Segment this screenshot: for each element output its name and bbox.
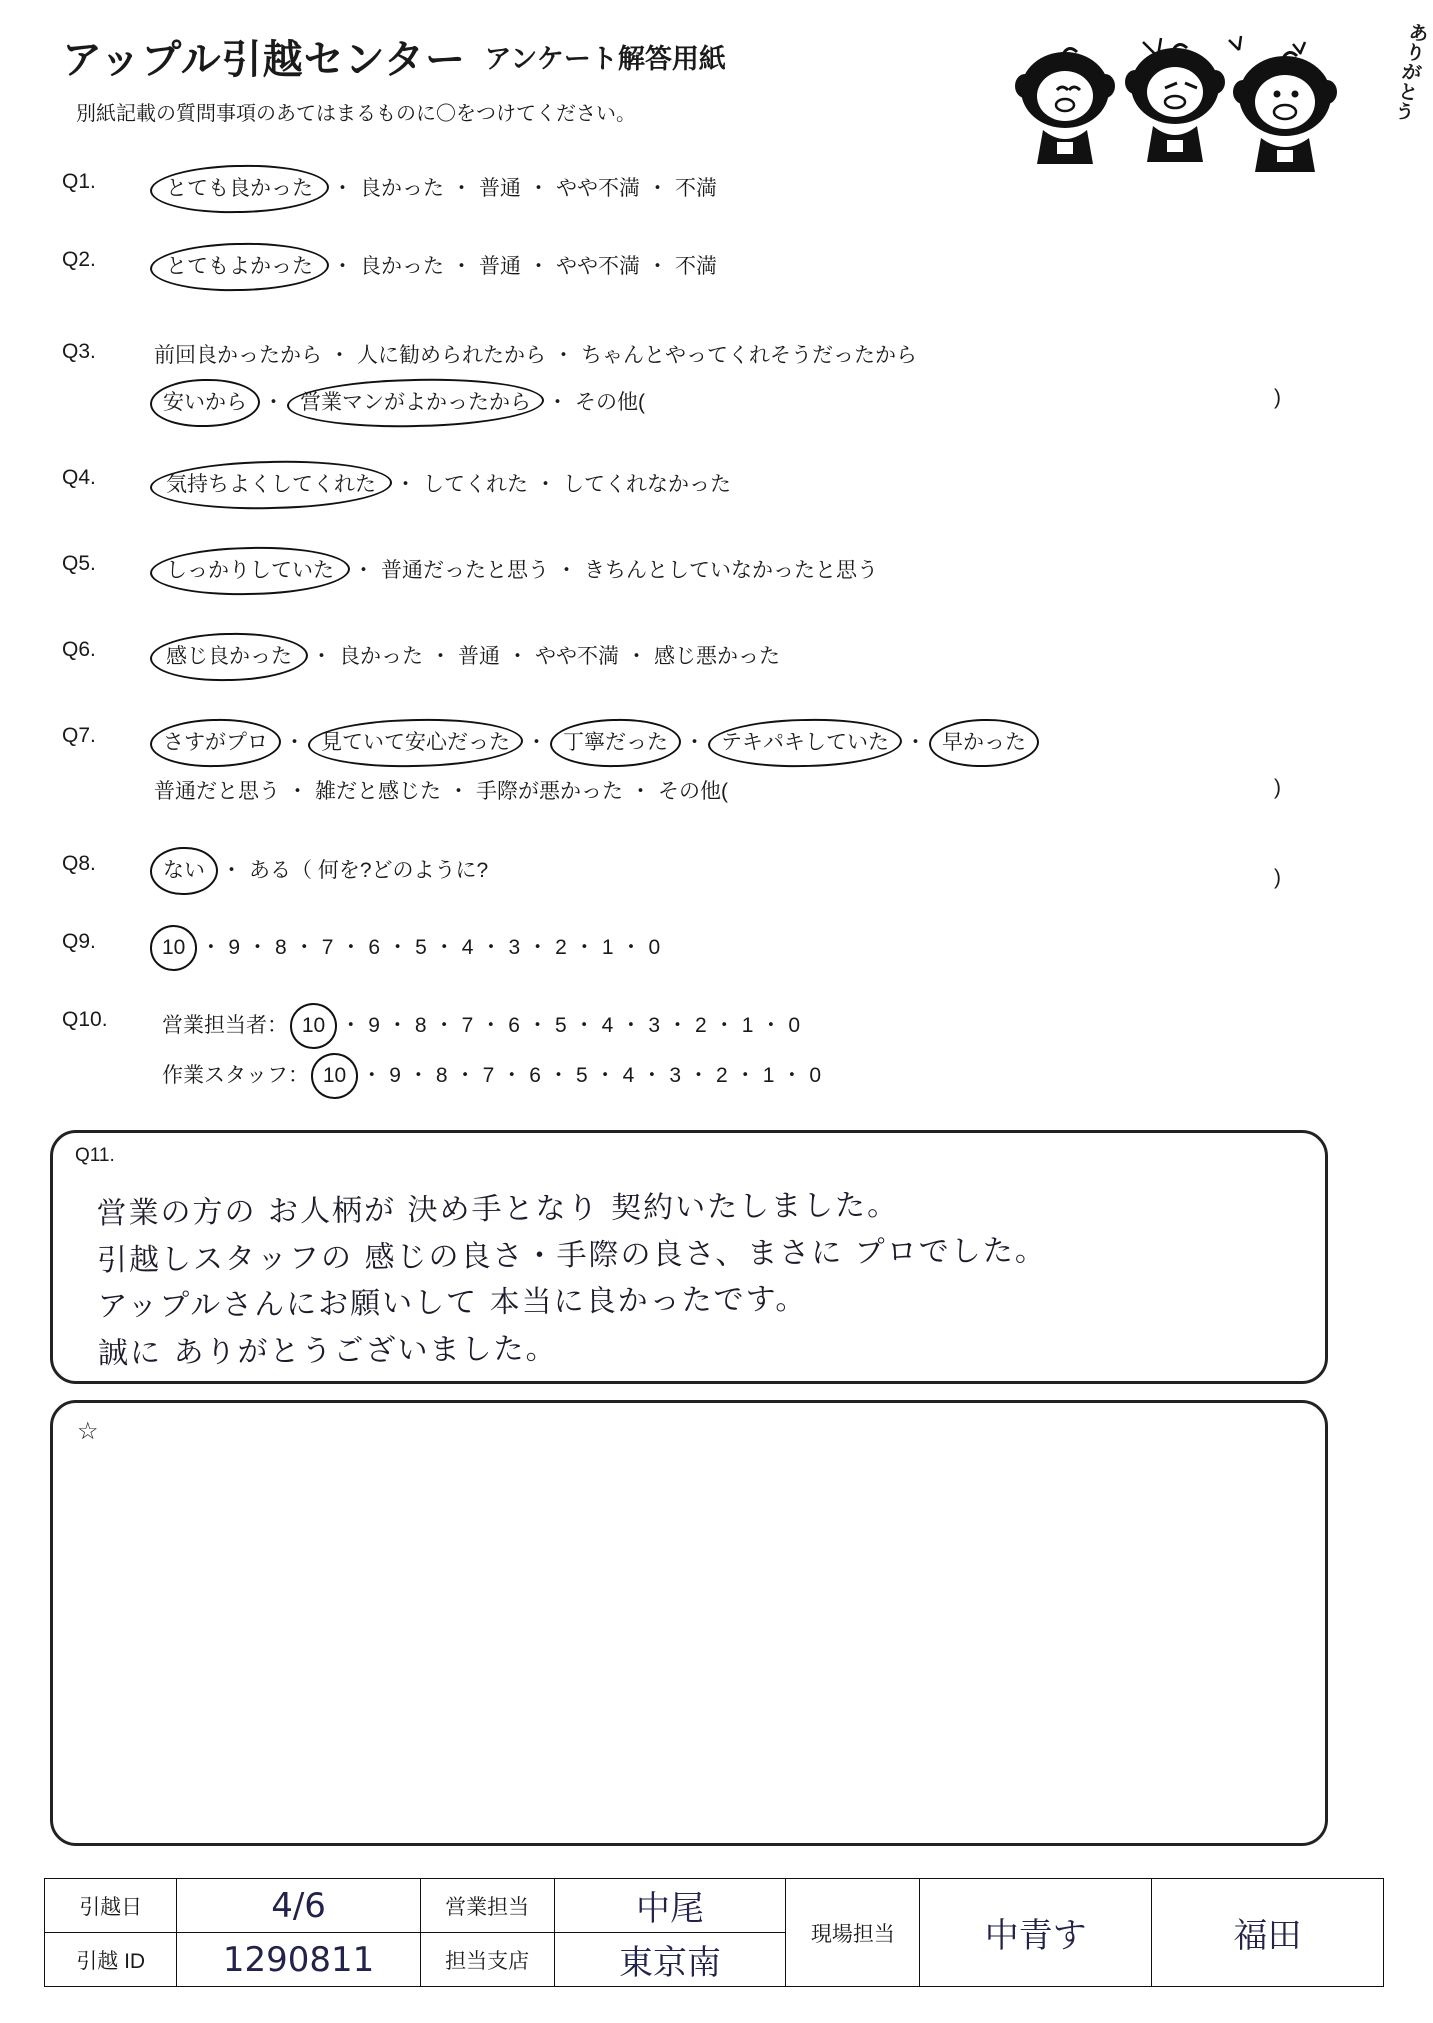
q9-scale-9[interactable]: 9 xyxy=(228,936,241,959)
q10-sales-8[interactable]: 8 xyxy=(414,1014,427,1037)
q4-option-0[interactable]: 気持ちよくしてくれた xyxy=(154,466,388,504)
q2-label: Q2. xyxy=(62,248,96,271)
question-q7 xyxy=(62,724,1281,807)
q10-sales-9[interactable]: 9 xyxy=(368,1014,380,1037)
footer-value-move-date[interactable]: 4/6 xyxy=(177,1879,420,1933)
q11-label: Q11. xyxy=(75,1145,115,1166)
q10-sales-1[interactable]: 1 xyxy=(741,1014,754,1037)
footer-value-site-staff-1[interactable]: 中青す xyxy=(920,1879,1152,1987)
q10-staff-5[interactable]: 5 xyxy=(575,1063,588,1087)
brand-title: アップル引越センター xyxy=(62,38,466,82)
q8-label: Q8. xyxy=(62,852,96,875)
q6-options: 感じ良かった ・ 良かった ・ 普通 ・ やや不満 ・ 感じ悪かった xyxy=(154,645,780,668)
q10-staff-10[interactable]: 10 xyxy=(315,1058,354,1094)
q5-label: Q5. xyxy=(62,552,96,575)
free-comment-text xyxy=(53,1396,1326,1471)
question-q6 xyxy=(62,638,780,676)
q8-close-paren: ) xyxy=(1274,866,1281,889)
q11-line-4: 誠に ありがとうございました。 xyxy=(97,1330,558,1371)
q10-sales-2[interactable]: 2 xyxy=(695,1014,707,1037)
q10-sales-7[interactable]: 7 xyxy=(461,1014,474,1037)
q9-scale-6[interactable]: 6 xyxy=(368,936,381,959)
q10-label: Q10. xyxy=(62,1008,108,1031)
sheet-subtitle: アンケート解答用紙 xyxy=(484,44,726,74)
q10-staff-3[interactable]: 3 xyxy=(669,1063,682,1087)
q3-close-paren: ) xyxy=(1274,386,1281,409)
q9-scale-1[interactable]: 1 xyxy=(601,936,614,959)
table-row xyxy=(45,1879,1384,1933)
q3-line1-option-1[interactable]: 人に勧められたから xyxy=(357,344,546,367)
q10-staff-8[interactable]: 8 xyxy=(435,1063,448,1087)
q2-option-4[interactable]: 不満 xyxy=(675,255,717,278)
q2-option-2[interactable]: 普通 xyxy=(479,255,521,278)
thanks-stamp: あ り が と う xyxy=(1393,22,1430,125)
q10-sales-10[interactable]: 10 xyxy=(294,1008,333,1044)
question-q8 xyxy=(62,852,1281,890)
footer-label-site-staff: 現場担当 xyxy=(786,1879,920,1987)
q11-comment-box[interactable] xyxy=(50,1130,1328,1384)
q4-label: Q4. xyxy=(62,466,96,489)
q10-staff-1[interactable]: 1 xyxy=(762,1063,775,1087)
q5-option-1[interactable]: 普通だったと思う xyxy=(381,559,549,582)
q10-sales-5[interactable]: 5 xyxy=(554,1014,567,1037)
q10-sales-6[interactable]: 6 xyxy=(508,1014,520,1037)
q11-line-3: アップルさんにお願いして 本当に良かったです。 xyxy=(97,1281,808,1325)
footer-value-move-id[interactable]: 1290811 xyxy=(177,1933,420,1987)
q7-line1-option-0[interactable]: さすがプロ xyxy=(154,724,277,762)
q10-sales-0[interactable]: 0 xyxy=(788,1014,801,1037)
question-q1 xyxy=(62,170,717,208)
q7-line2-option-0[interactable]: 普通だと思う xyxy=(154,779,280,803)
q4-option-2[interactable]: してくれなかった xyxy=(563,473,731,496)
footer-label-move-id: 引越 ID xyxy=(45,1933,177,1987)
question-q2 xyxy=(62,248,717,286)
q7-line1-option-4[interactable]: 早かった xyxy=(933,724,1035,762)
footer-value-site-staff-2[interactable]: 福田 xyxy=(1152,1879,1384,1987)
sheet-header xyxy=(62,28,726,126)
q10-row-sales-label: 営業担当者： xyxy=(162,1014,288,1037)
q9-scale-3[interactable]: 3 xyxy=(508,936,521,959)
footer-label-branch: 担当支店 xyxy=(420,1933,554,1987)
q5-options: しっかりしていた ・ 普通だったと思う ・ きちんとしていなかったと思う xyxy=(154,559,878,582)
q10-row-staff: 作業スタッフ： 10 ・ 9 ・ 8 ・ 7 ・ 6 ・ 5 ・ 4 ・ 3 ・ 2 ・ 1 ・ 0 xyxy=(162,1058,821,1094)
q10-staff-6[interactable]: 6 xyxy=(529,1063,541,1087)
q7-line2-option-1[interactable]: 雑だと感じた xyxy=(315,779,441,803)
q9-scale-5[interactable]: 5 xyxy=(415,936,427,959)
q2-option-3[interactable]: やや不満 xyxy=(556,255,640,278)
q7-line2-option-3[interactable]: その他( xyxy=(658,779,728,803)
q7-line1-option-2[interactable]: 丁寧だった xyxy=(554,724,677,762)
q7-line2-option-2[interactable]: 手際が悪かった xyxy=(476,779,623,803)
footer-value-sales-rep[interactable]: 中尾 xyxy=(554,1879,786,1933)
question-q5 xyxy=(62,552,878,590)
question-q3 xyxy=(62,340,1281,421)
q4-options: 気持ちよくしてくれた ・ してくれた ・ してくれなかった xyxy=(154,473,731,496)
q11-line-2: 引越しスタッフの 感じの良さ・手際の良さ、まさに プロでした。 xyxy=(96,1232,1048,1278)
q9-label: Q9. xyxy=(62,930,96,953)
q10-rows xyxy=(162,1008,821,1093)
q3-line2-option-0[interactable]: 安いから xyxy=(154,384,256,422)
monkeys-illustration xyxy=(993,24,1393,184)
q10-staff-4[interactable]: 4 xyxy=(622,1063,635,1087)
q10-staff-9[interactable]: 9 xyxy=(389,1063,401,1087)
q10-staff-0[interactable]: 0 xyxy=(809,1063,822,1087)
q10-staff-2[interactable]: 2 xyxy=(716,1063,728,1087)
question-q9 xyxy=(62,930,660,966)
q8-options: ない ・ ある（ 何を?どのように? xyxy=(154,859,488,882)
q7-label: Q7. xyxy=(62,724,96,747)
q3-line1-option-0[interactable]: 前回良かったから xyxy=(154,344,322,367)
q8-option-0[interactable]: ない xyxy=(154,852,214,890)
q10-staff-7[interactable]: 7 xyxy=(482,1063,495,1087)
q9-scale-0[interactable]: 0 xyxy=(648,936,661,959)
q7-close-paren: ) xyxy=(1274,776,1281,799)
q1-option-0[interactable]: とても良かった xyxy=(154,170,325,208)
q5-option-0[interactable]: しっかりしていた xyxy=(154,552,346,590)
q3-line1-option-2[interactable]: ちゃんとやってくれそうだったから xyxy=(581,344,917,367)
question-q4 xyxy=(62,466,731,504)
star-icon: ☆ xyxy=(77,1418,99,1445)
q1-option-2[interactable]: 普通 xyxy=(479,177,521,200)
instruction-text: 別紙記載の質問事項のあてはまるものに〇をつけてください。 xyxy=(76,103,636,125)
q6-option-3[interactable]: やや不満 xyxy=(535,645,619,668)
q1-option-4[interactable]: 不満 xyxy=(675,177,717,200)
q4-option-1[interactable]: してくれた xyxy=(423,473,528,496)
q3-label: Q3. xyxy=(62,340,96,363)
q10-sales-3[interactable]: 3 xyxy=(648,1014,661,1037)
q1-label: Q1. xyxy=(62,170,96,193)
q10-sales-4[interactable]: 4 xyxy=(601,1014,614,1037)
q9-scale: 10 ・ 9 ・ 8 ・ 7 ・ 6 ・ 5 ・ 4 ・ 3 ・ 2 ・ 1 ・ 0 xyxy=(154,936,660,959)
free-comment-box[interactable] xyxy=(50,1400,1328,1846)
q6-label: Q6. xyxy=(62,638,96,661)
q8-option-1[interactable]: ある（ 何を?どのように? xyxy=(249,859,489,882)
q2-options: とてもよかった ・ 良かった ・ 普通 ・ やや不満 ・ 不満 xyxy=(154,255,717,278)
q6-option-2[interactable]: 普通 xyxy=(458,645,500,668)
q7-options: さすがプロ ・ 見ていて安心だった ・ 丁寧だった ・ テキパキしていた ・ 早かった 普通だと思う ・ 雑だと感じた ・ 手際が悪かった ・ その他( xyxy=(154,724,1035,807)
q11-handwritten-text xyxy=(52,1126,1327,1387)
footer-table xyxy=(44,1878,1384,1987)
q2-option-0[interactable]: とてもよかった xyxy=(154,248,325,286)
q7-line1-option-3[interactable]: テキパキしていた xyxy=(712,724,898,762)
q9-scale-4[interactable]: 4 xyxy=(461,936,474,959)
footer-value-branch[interactable]: 東京南 xyxy=(554,1933,786,1987)
q1-options: とても良かった ・ 良かった ・ 普通 ・ やや不満 ・ 不満 xyxy=(154,177,717,200)
q7-line1-option-1[interactable]: 見ていて安心だった xyxy=(312,724,519,762)
q2-option-1[interactable]: 良かった xyxy=(360,255,444,278)
q9-scale-2[interactable]: 2 xyxy=(555,936,567,959)
q6-option-4[interactable]: 感じ悪かった xyxy=(654,645,780,668)
question-q10 xyxy=(62,1008,821,1093)
q1-option-1[interactable]: 良かった xyxy=(360,177,444,200)
footer-label-move-date: 引越日 xyxy=(45,1879,177,1933)
q10-row-sales: 営業担当者： 10 ・ 9 ・ 8 ・ 7 ・ 6 ・ 5 ・ 4 ・ 3 ・ 2 ・ 1 ・ 0 xyxy=(162,1008,821,1044)
q3-options: 前回良かったから ・ 人に勧められたから ・ ちゃんとやってくれそうだったから 安いから ・ 営業マンがよかったから ・ その他( xyxy=(154,340,917,421)
q9-scale-8[interactable]: 8 xyxy=(275,936,287,959)
q1-option-3[interactable]: やや不満 xyxy=(556,177,640,200)
q9-scale-7[interactable]: 7 xyxy=(321,936,334,959)
footer-label-sales-rep: 営業担当 xyxy=(420,1879,554,1933)
q3-line2-option-1[interactable]: 営業マンがよかったから xyxy=(291,384,540,422)
q3-line2-option-2[interactable]: その他( xyxy=(575,390,645,414)
q6-option-0[interactable]: 感じ良かった xyxy=(154,638,304,676)
q11-line-1: 営業の方の お人柄が 決め手となり 契約いたしました。 xyxy=(96,1187,900,1232)
q6-option-1[interactable]: 良かった xyxy=(339,645,423,668)
q10-row-staff-label: 作業スタッフ： xyxy=(162,1063,309,1087)
q9-scale-10[interactable]: 10 xyxy=(154,930,193,966)
q5-option-2[interactable]: きちんとしていなかったと思う xyxy=(584,559,878,582)
